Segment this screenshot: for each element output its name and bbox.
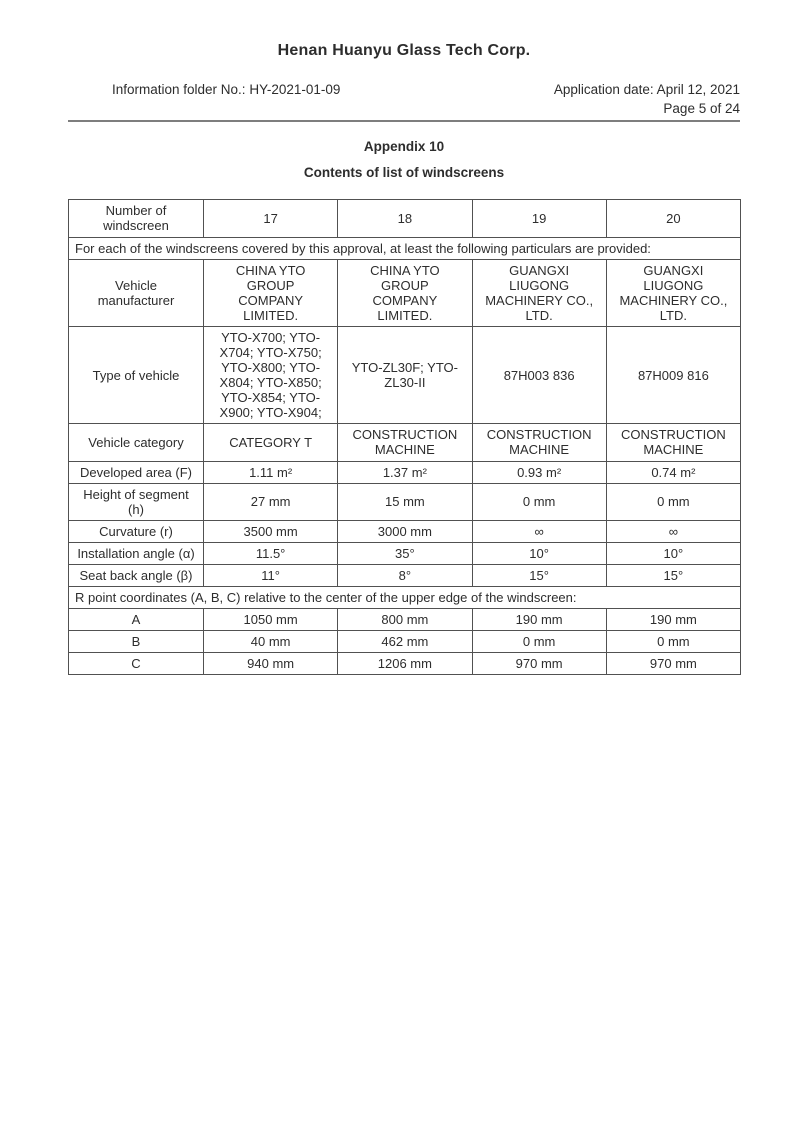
r-point-note-cell: R point coordinates (A, B, C) relative to the center of the upper edge of the windscreen: xyxy=(69,587,741,609)
table-row-installation-angle xyxy=(69,542,741,564)
value-cell: 1.37 m² xyxy=(338,461,472,483)
value-cell: CONSTRUCTION MACHINE xyxy=(606,424,740,461)
table-row-coordinate-c xyxy=(69,653,741,675)
value-cell: 40 mm xyxy=(204,631,338,653)
value-cell: CHINA YTO GROUP COMPANY LIMITED. xyxy=(204,259,338,326)
info-folder-number: Information folder No.: HY-2021-01-09 xyxy=(112,82,341,97)
row-label: Seat back angle (β) xyxy=(69,564,204,586)
table-row-coordinate-a xyxy=(69,609,741,631)
appendix-title: Appendix 10 xyxy=(363,139,445,155)
approval-note-row xyxy=(69,237,741,259)
value-cell: 0.74 m² xyxy=(606,461,740,483)
value-cell: CATEGORY T xyxy=(204,424,338,461)
value-cell: GUANGXI LIUGONG MACHINERY CO., LTD. xyxy=(472,259,606,326)
value-cell: 190 mm xyxy=(472,609,606,631)
header-divider xyxy=(68,120,740,122)
value-cell: 3500 mm xyxy=(204,520,338,542)
table-row-height-of-segment xyxy=(69,483,741,520)
value-cell: 1050 mm xyxy=(204,609,338,631)
row-label: C xyxy=(69,653,204,675)
value-cell: 87H003 836 xyxy=(472,326,606,423)
value-cell: 0 mm xyxy=(472,483,606,520)
value-cell: 940 mm xyxy=(204,653,338,675)
document-subtitle: Contents of list of windscreens xyxy=(303,165,505,181)
column-header-20: 20 xyxy=(606,200,740,237)
value-cell: ∞ xyxy=(472,520,606,542)
approval-note-cell: For each of the windscreens covered by this approval, at least the following particulars are provided: xyxy=(69,237,741,259)
value-cell: 10° xyxy=(472,542,606,564)
value-cell: YTO-ZL30F; YTO-ZL30-II xyxy=(338,326,472,423)
value-cell: 0 mm xyxy=(606,631,740,653)
column-header-17: 17 xyxy=(204,200,338,237)
value-cell: 35° xyxy=(338,542,472,564)
row-label: Curvature (r) xyxy=(69,520,204,542)
company-title: Henan Huanyu Glass Tech Corp. xyxy=(277,42,531,59)
r-point-note-row xyxy=(69,587,741,609)
value-cell: YTO-X700; YTO-X704; YTO-X750; YTO-X800; YTO-X804; YTO-X850; YTO-X854; YTO-X900; YTO-X904; xyxy=(204,326,338,423)
table-row-coordinate-b xyxy=(69,631,741,653)
value-cell: 462 mm xyxy=(338,631,472,653)
windscreens-table xyxy=(68,199,741,675)
table-row-developed-area xyxy=(69,461,741,483)
value-cell: 87H009 816 xyxy=(606,326,740,423)
value-cell: 0 mm xyxy=(606,483,740,520)
row-label: Developed area (F) xyxy=(69,461,204,483)
value-cell: CONSTRUCTION MACHINE xyxy=(338,424,472,461)
value-cell: 27 mm xyxy=(204,483,338,520)
value-cell: 11° xyxy=(204,564,338,586)
row-label: B xyxy=(69,631,204,653)
application-date: Application date: April 12, 2021 xyxy=(553,82,740,97)
value-cell: 10° xyxy=(606,542,740,564)
value-cell: 970 mm xyxy=(472,653,606,675)
value-cell: 0 mm xyxy=(472,631,606,653)
row-label: Type of vehicle xyxy=(69,326,204,423)
table-row-curvature xyxy=(69,520,741,542)
page-number: Page 5 of 24 xyxy=(663,101,740,117)
table-header-row xyxy=(69,200,741,237)
value-cell: 1206 mm xyxy=(338,653,472,675)
table-row-type-of-vehicle xyxy=(69,326,741,423)
value-cell: 970 mm xyxy=(606,653,740,675)
header-meta-row xyxy=(68,82,740,98)
value-cell: 190 mm xyxy=(606,609,740,631)
row-label: Height of segment (h) xyxy=(69,483,204,520)
value-cell: CONSTRUCTION MACHINE xyxy=(472,424,606,461)
value-cell: 0.93 m² xyxy=(472,461,606,483)
row-label: Vehicle category xyxy=(69,424,204,461)
value-cell: 15 mm xyxy=(338,483,472,520)
header-label-cell: Number of windscreen xyxy=(69,200,204,237)
value-cell: CHINA YTO GROUP COMPANY LIMITED. xyxy=(338,259,472,326)
table-row-seat-back-angle xyxy=(69,564,741,586)
value-cell: 15° xyxy=(472,564,606,586)
table-row-vehicle-category xyxy=(69,424,741,461)
value-cell: ∞ xyxy=(606,520,740,542)
value-cell: 1.11 m² xyxy=(204,461,338,483)
value-cell: 15° xyxy=(606,564,740,586)
value-cell: 8° xyxy=(338,564,472,586)
value-cell: 11.5° xyxy=(204,542,338,564)
value-cell: 3000 mm xyxy=(338,520,472,542)
row-label: Installation angle (α) xyxy=(69,542,204,564)
value-cell: GUANGXI LIUGONG MACHINERY CO., LTD. xyxy=(606,259,740,326)
row-label: A xyxy=(69,609,204,631)
value-cell: 800 mm xyxy=(338,609,472,631)
row-label: Vehicle manufacturer xyxy=(69,259,204,326)
table-row-vehicle-manufacturer xyxy=(69,259,741,326)
column-header-18: 18 xyxy=(338,200,472,237)
column-header-19: 19 xyxy=(472,200,606,237)
